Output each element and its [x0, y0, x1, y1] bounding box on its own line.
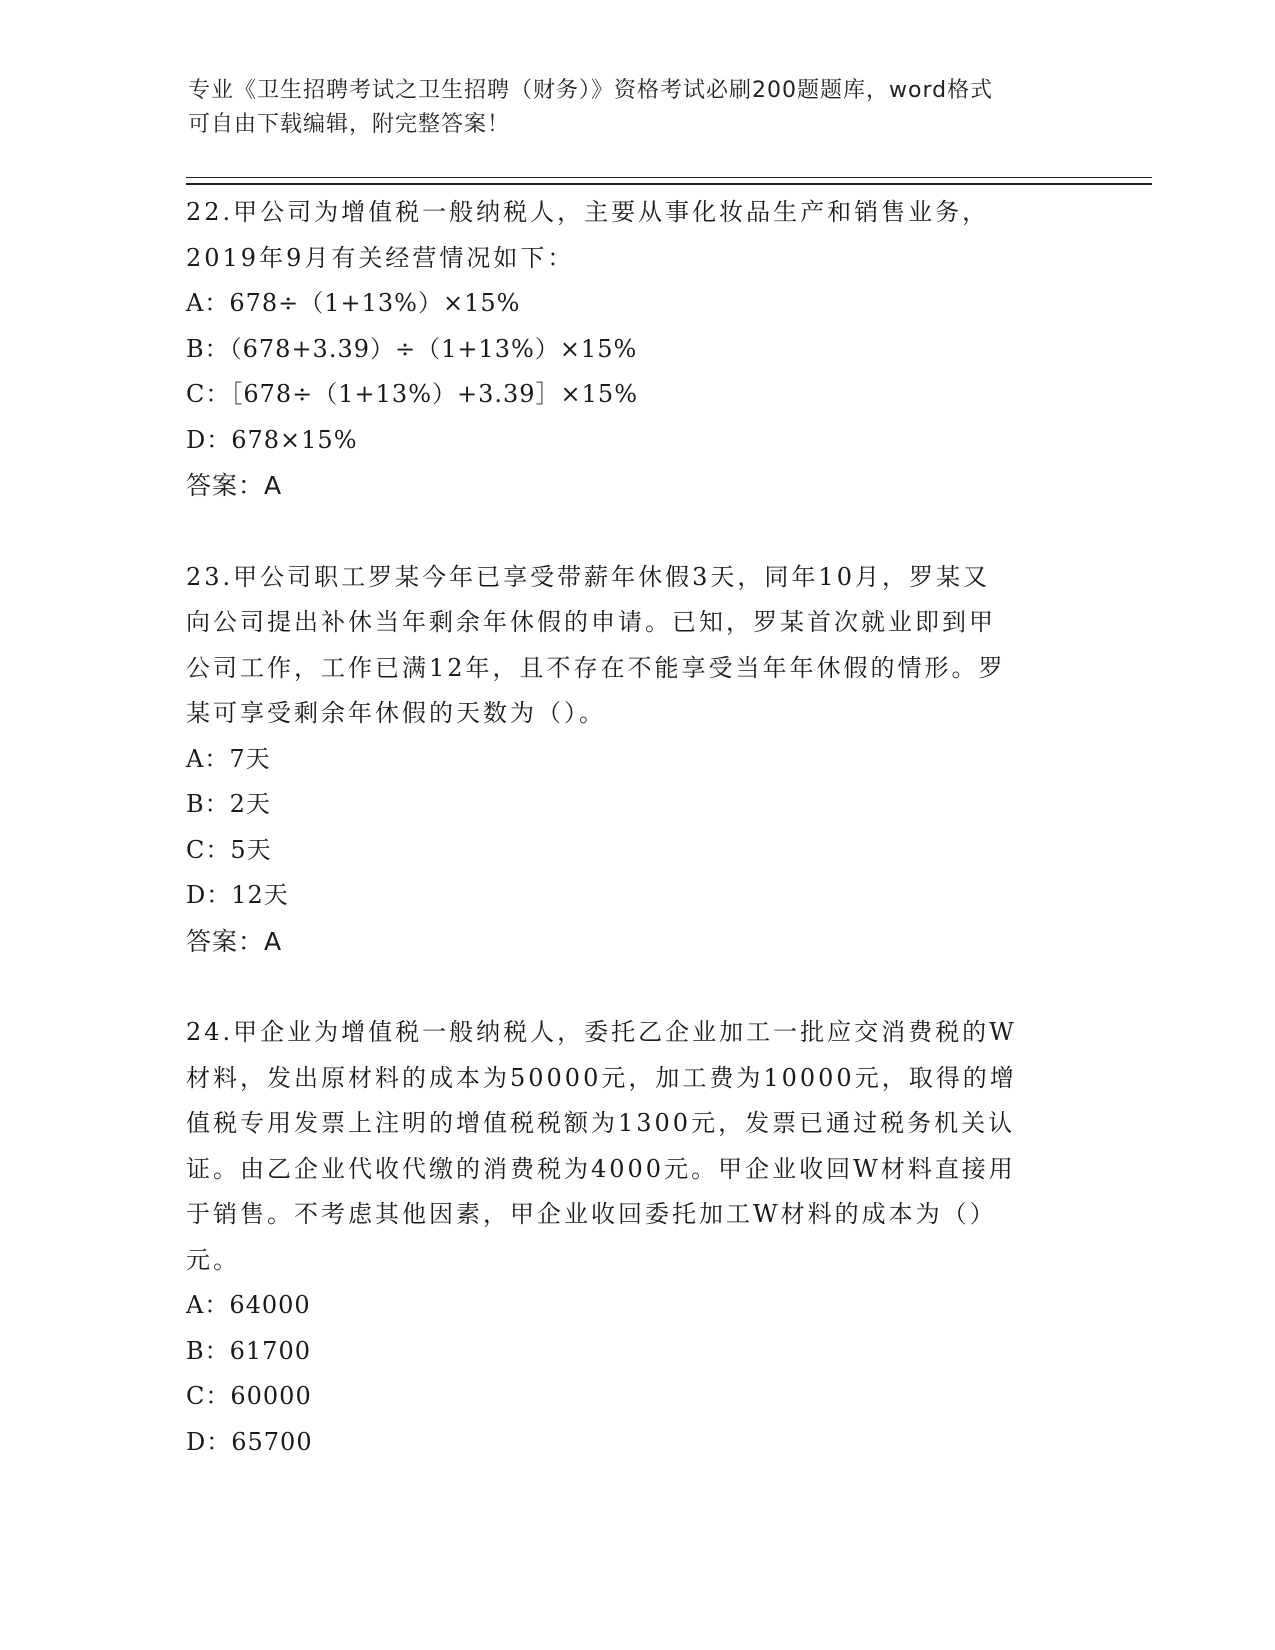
option-b: B：61700: [186, 1336, 311, 1365]
option-b: B：2天: [186, 790, 271, 818]
option-b: B：（678+3.39）÷（1+13%）×15%: [186, 334, 638, 363]
header-line-1: 专业《卫生招聘考试之卫生招聘（财务）》资格考试必刷200题题库，word格式: [188, 78, 994, 103]
question-23: [186, 555, 1086, 965]
question-stem-line: 22.甲公司为增值税一般纳税人，主要从事化妆品生产和销售业务，: [186, 198, 990, 226]
question-stem-line: 向公司提出补休当年剩余年休假的申请。已知，罗某首次就业即到甲: [186, 608, 996, 636]
option-a: A：7天: [186, 744, 271, 773]
header-divider-thick: [186, 183, 1152, 185]
question-stem-line: 某可享受剩余年休假的天数为（）。: [186, 699, 606, 727]
question-stem-line: 24.甲企业为增值税一般纳税人，委托乙企业加工一批应交消费税的W: [186, 1018, 1017, 1046]
question-stem-line: 公司工作，工作已满12年，且不存在不能享受当年年休假的情形。罗: [186, 653, 1006, 682]
header-line-2: 可自由下载编辑，附完整答案！: [188, 112, 511, 137]
question-stem-line: 元。: [186, 1245, 240, 1274]
question-spacer: [186, 509, 1086, 555]
header-divider-thin: [186, 177, 1152, 178]
question-stem-line: 于销售。不考虑其他因素，甲企业收回委托加工W材料的成本为（）: [186, 1200, 997, 1228]
question-22: [186, 190, 1086, 509]
option-a: A：678÷（1+13%）×15%: [186, 289, 521, 317]
answer-label: 答案：A: [186, 471, 283, 500]
question-list: [186, 190, 1086, 1465]
document-header: [188, 74, 1088, 142]
option-d: D：65700: [186, 1427, 313, 1456]
answer-label: 答案：A: [186, 926, 283, 956]
option-c: C：［678÷（1+13%）+3.39］×15%: [186, 380, 639, 408]
question-stem-line: 2019年9月有关经营情况如下：: [186, 243, 575, 272]
question-24: [186, 1010, 1086, 1465]
question-spacer: [186, 964, 1086, 1010]
option-c: C：60000: [186, 1382, 312, 1410]
question-stem-line: 证。由乙企业代收代缴的消费税为4000元。甲企业收回W材料直接用: [186, 1154, 1016, 1183]
question-stem-line: 23.甲公司职工罗某今年已享受带薪年休假3天，同年10月，罗某又: [186, 562, 990, 591]
option-d: D：678×15%: [186, 425, 358, 454]
question-stem-line: 材料，发出原材料的成本为50000元，加工费为10000元，取得的增: [186, 1063, 1017, 1092]
question-stem-line: 值税专用发票上注明的增值税税额为1300元，发票已通过税务机关认: [186, 1109, 1016, 1137]
option-c: C：5天: [186, 835, 272, 864]
option-d: D：12天: [186, 881, 289, 909]
option-a: A：64000: [186, 1291, 311, 1319]
